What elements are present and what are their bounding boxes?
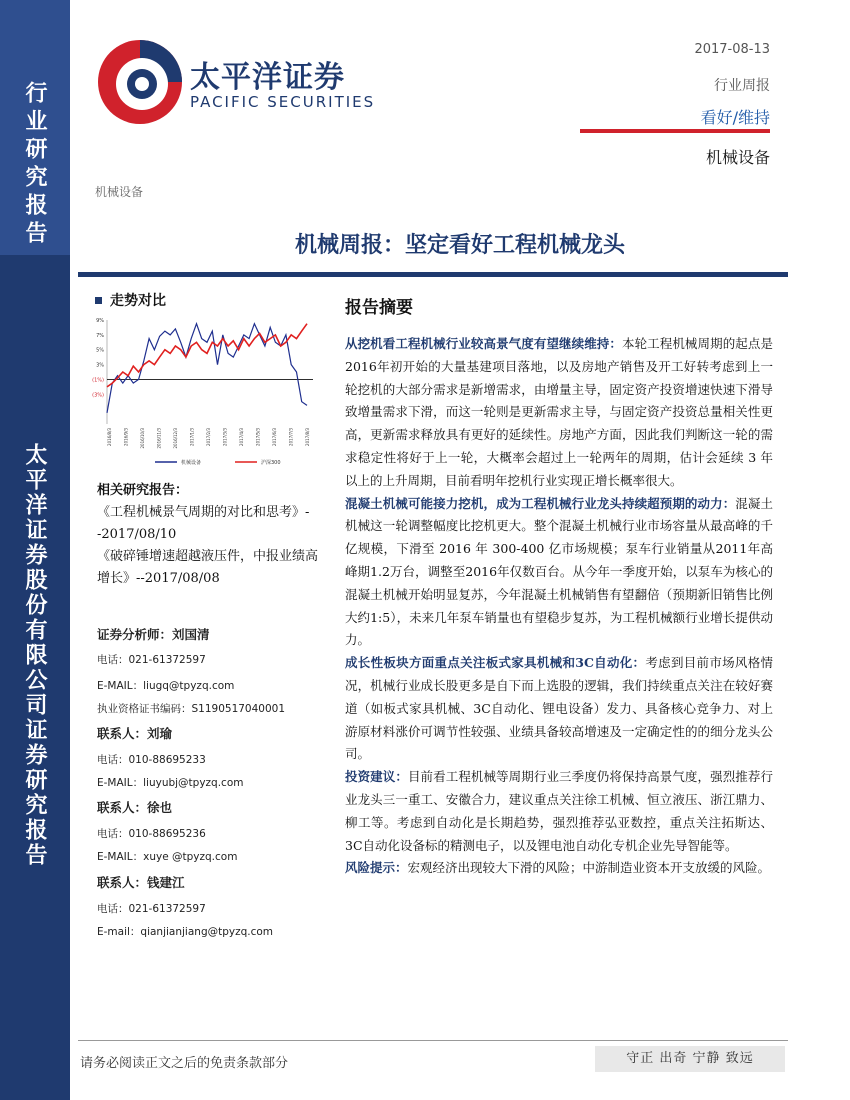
y-tick-label: (1%) (92, 377, 104, 384)
contact-3-email[interactable]: E-mail：qianjianjiang@tpyzq.com (97, 926, 274, 938)
summary-paragraph-1 (345, 333, 773, 493)
related-reports (97, 480, 322, 590)
legend-label: 沪深300 (261, 460, 281, 466)
brand-name-en: PACIFIC SECURITIES (190, 93, 376, 111)
analyst-name: 证券分析师：刘国清 (97, 627, 210, 642)
sidebar-bottom-text: 太平洋证券股份有限公司证券研究报告 (22, 442, 48, 868)
summary-body (345, 333, 773, 880)
summary-text-3: 考虑到目前市场风格情况，机械行业成长股更多是自下而上选股的逻辑，我们持续重点关注在较好赛道（如板式家具机械、3C自动化、锂电设备）发力、具备核心竞争力、对上游原材料涨价可调节性较强、业绩具备较高增速及一定确定性的的细分龙头公司。 (345, 655, 773, 762)
rating: 看好/维持 (700, 108, 770, 127)
x-tick-label: 2016/8/3 (107, 428, 112, 446)
contact-1-name: 联系人：刘瑜 (97, 726, 173, 741)
x-tick-label: 2017/1/3 (189, 428, 195, 446)
related-item-2[interactable]: 《破碎锤增速超越液压件，中报业绩高增长》--2017/08/08 (97, 549, 319, 586)
trend-chart (85, 312, 320, 472)
trend-heading (95, 290, 166, 310)
page-title: 机械周报：坚定看好工程机械龙头 (294, 232, 625, 258)
sector-small-label: 机械设备 (95, 185, 144, 199)
sidebar-bottom (0, 255, 70, 1100)
y-tick-label: 9% (96, 318, 104, 324)
series-line-2 (107, 324, 307, 387)
y-tick-label: (3%) (92, 392, 104, 399)
contact-2-email[interactable]: E-MAIL：xuye @tpyzq.com (97, 851, 238, 863)
summary-heading: 报告摘要 (345, 298, 413, 318)
summary-lead-4: 投资建议： (345, 769, 408, 785)
summary-text-5: 宏观经济出现较大下滑的风险；中游制造业资本开支放缓的风险。 (407, 860, 771, 876)
footer-motto: 守正 出奇 宁静 致远 (595, 1046, 785, 1072)
x-tick-label: 2016/9/3 (123, 428, 129, 446)
summary-text-1: 本轮工程机械周期的起点是2016年初开始的大量基建项目落地，以及房地产销售及开工好转考虑到上一轮挖机的大部分需求是新增需求，由增量主导，固定资产投资增速快速下滑导致增量需求下滑，而这一轮则是更新需求主导，与固定资产投资总量相关性更高，更新需求释放具有更好的延续性。房地产方面，因此我们判断这一轮的需求稳定性将好于上一轮，大概率会超过上一轮两年的周期，估计会延续 3 年以上的上升周期，目前看明年挖机行业实现正增长概率很大。 (345, 336, 773, 488)
footer-divider (78, 1040, 788, 1041)
x-tick-label: 2016/10/3 (140, 428, 145, 449)
x-tick-label: 2016/12/3 (173, 428, 178, 449)
brand-name-cn: 太平洋证券 (190, 60, 345, 95)
report-date: 2017-08-13 (694, 42, 770, 57)
y-tick-label: 5% (96, 347, 104, 354)
x-tick-label: 2017/6/3 (272, 428, 277, 446)
contact-2-phone: 电话：010-88695236 (97, 828, 206, 840)
analyst-cert: 执业资格证书编码：S1190517040001 (97, 703, 286, 715)
y-tick-label: 7% (96, 332, 104, 339)
summary-paragraph-5 (345, 857, 773, 880)
contact-1-phone: 电话：010-88695233 (97, 754, 206, 766)
header-accent-line (580, 129, 770, 133)
summary-lead-2: 混凝土机械可能接力挖机，成为工程机械行业龙头持续超预期的动力： (345, 495, 736, 511)
trend-heading-text: 走势对比 (110, 293, 166, 309)
summary-lead-3: 成长性板块方面重点关注板式家具机械和3C自动化： (345, 655, 646, 671)
x-tick-label: 2016/11/3 (156, 428, 162, 449)
x-tick-label: 2017/8/3 (305, 428, 310, 446)
contact-1-email[interactable]: E-MAIL：liuyubj@tpyzq.com (97, 777, 244, 789)
sidebar-top-text: 行业研究报告 (22, 81, 48, 249)
y-tick-label: 3% (96, 362, 104, 369)
title-divider (78, 272, 788, 277)
analyst-phone: 电话：021-61372597 (97, 654, 206, 666)
sector: 机械设备 (705, 148, 770, 167)
footer-disclaimer: 请务必阅读正文之后的免责条款部分 (80, 1056, 289, 1071)
analyst-email[interactable]: E-MAIL：liugq@tpyzq.com (97, 680, 235, 692)
contact-3-name: 联系人：钱建江 (97, 875, 185, 890)
summary-paragraph-2 (345, 493, 773, 653)
summary-lead-5: 风险提示： (345, 860, 408, 876)
contact-2-name: 联系人：徐也 (97, 800, 173, 815)
summary-paragraph-3 (345, 652, 773, 766)
summary-lead-1: 从挖机看工程机械行业较高景气度有望继续维持： (345, 336, 622, 351)
contact-3-phone: 电话：021-61372597 (97, 903, 206, 915)
report-type: 行业周报 (714, 78, 770, 94)
x-tick-label: 2017/5/3 (255, 428, 261, 446)
related-heading: 相关研究报告： (97, 483, 189, 498)
summary-text-2: 混凝土机械这一轮调整幅度比挖机更大。整个混凝土机械行业市场容量从最高峰的千亿规模，下滑至 2016 年 300-400 亿市场规模；泵车行业销量从2011年高峰期1.2万台，调整至2016年仅数百台。从今年一季度开始，以泵车为核心的混凝土机械开始明显复苏，今年混凝土机械销售有望翻倍（预期新旧销售比例大约1:5），未来几年泵车销量也有望稳步复苏，为工程机械额行业增长提供动力。 (345, 495, 773, 648)
summary-text-4: 目前看工程机械等周期行业三季度仍将保持高景气度，强烈推荐行业龙头三一重工、安徽合力，建议重点关注徐工机械、恒立液压、浙江鼎力、柳工等。考虑到自动化是长期趋势，强烈推荐弘亚数控，重点关注拓斯达、3C自动化设备标的精测电子，以及锂电池自动化专机企业先导智能等。 (345, 769, 773, 853)
x-tick-label: 2017/3/3 (222, 428, 228, 446)
bullet-square-icon (95, 297, 102, 304)
x-tick-label: 2017/7/3 (288, 428, 294, 446)
sidebar-top (0, 0, 70, 255)
legend-label: 机械设备 (181, 460, 202, 466)
related-item-1[interactable]: 《工程机械景气周期的对比和思考》--2017/08/10 (97, 505, 310, 542)
x-tick-label: 2017/2/3 (206, 428, 211, 446)
x-tick-label: 2017/4/3 (239, 428, 244, 446)
summary-paragraph-4 (345, 766, 773, 857)
